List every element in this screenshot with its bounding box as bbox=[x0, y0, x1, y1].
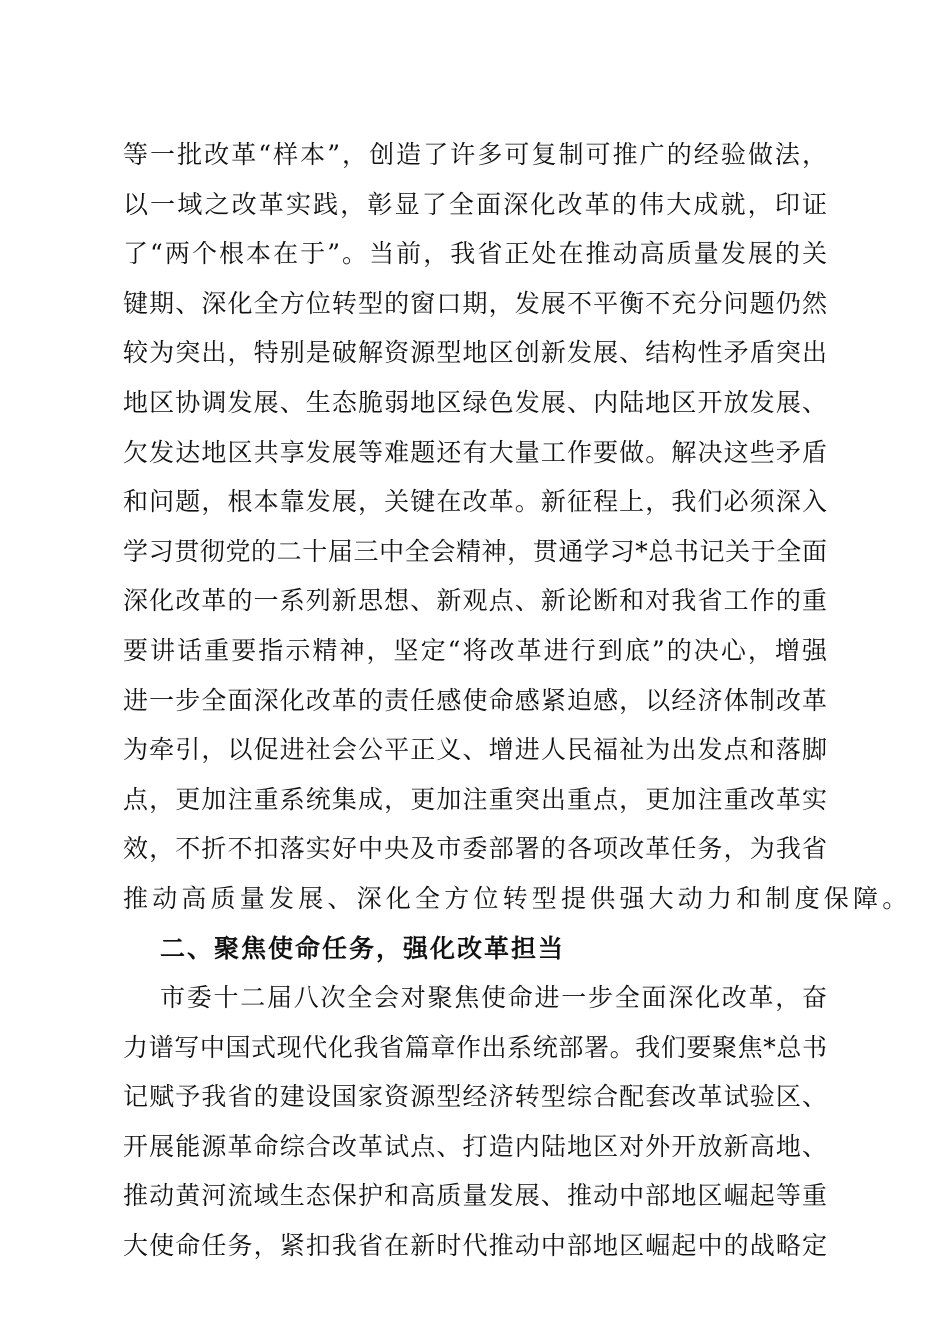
text-line: 效，不折不扣落实好中央及市委部署的各项改革任务，为我省 bbox=[123, 834, 827, 864]
text-line: 了“两个根本在于”。当前，我省正处在推动高质量发展的关 bbox=[123, 239, 827, 269]
section-heading: 二、聚焦使命任务，强化改革担当 bbox=[160, 933, 566, 963]
text-line: 较为突出，特别是破解资源型地区创新发展、结构性矛盾突出 bbox=[123, 338, 827, 368]
text-line: 要讲话重要指示精神，坚定“将改革进行到底”的决心，增强 bbox=[123, 635, 827, 665]
text-line: 进一步全面深化改革的责任感使命感紧迫感，以经济体制改革 bbox=[123, 685, 827, 715]
text-line: 推动高质量发展、深化全方位转型提供强大动力和制度保障。 bbox=[123, 883, 912, 913]
text-line: 点，更加注重系统集成，更加注重突出重点，更加注重改革实 bbox=[123, 784, 827, 814]
text-line: 等一批改革“样本”，创造了许多可复制可推广的经验做法， bbox=[123, 140, 827, 169]
paragraph-2 bbox=[123, 973, 827, 1271]
text-line: 键期、深化全方位转型的窗口期，发展不平衡不充分问题仍然 bbox=[123, 288, 827, 318]
text-line: 深化改革的一系列新思想、新观点、新论断和对我省工作的重 bbox=[123, 586, 827, 616]
paragraph-1 bbox=[123, 130, 912, 924]
text-line: 大使命任务，紧扣我省在新时代推动中部地区崛起中的战略定 bbox=[123, 1231, 827, 1261]
text-line: 和问题，根本靠发展，关键在改革。新征程上，我们必须深入 bbox=[123, 487, 827, 517]
text-line: 为牵引，以促进社会公平正义、增进人民福祉为出发点和落脚 bbox=[123, 735, 827, 765]
text-line: 以一域之改革实践，彰显了全面深化改革的伟大成就，印证 bbox=[123, 189, 827, 219]
text-line: 地区协调发展、生态脆弱地区绿色发展、内陆地区开放发展、 bbox=[123, 387, 827, 417]
text-line: 欠发达地区共享发展等难题还有大量工作要做。解决这些矛盾 bbox=[123, 437, 827, 467]
text-line: 开展能源革命综合改革试点、打造内陆地区对外开放新高地、 bbox=[123, 1131, 827, 1161]
text-line: 力谱写中国式现代化我省篇章作出系统部署。我们要聚焦*总书 bbox=[123, 1032, 827, 1062]
text-line: 学习贯彻党的二十届三中全会精神，贯通学习*总书记关于全面 bbox=[123, 536, 827, 566]
text-line: 市委十二届八次全会对聚焦使命进一步全面深化改革，奋 bbox=[160, 983, 827, 1013]
text-line: 推动黄河流域生态保护和高质量发展、推动中部地区崛起等重 bbox=[123, 1181, 827, 1211]
text-line: 记赋予我省的建设国家资源型经济转型综合配套改革试验区、 bbox=[123, 1082, 827, 1112]
document-page bbox=[123, 130, 912, 1271]
